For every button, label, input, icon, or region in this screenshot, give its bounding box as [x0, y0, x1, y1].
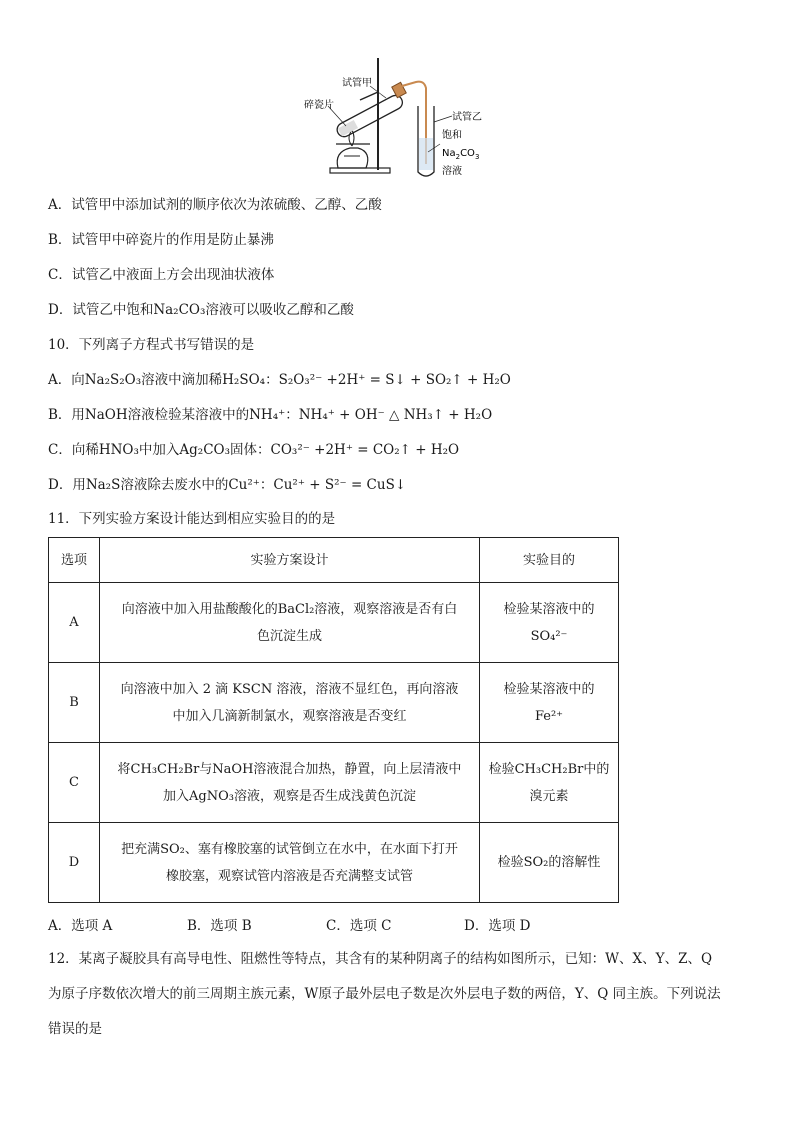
table-row [49, 823, 619, 903]
answer-c: C．选项 C [326, 918, 392, 934]
q12-line-2: 为原子序数依次增大的前三周期主族元素，W原子最外层电子数是次外层电子数的两倍，Y、Q 同主族。下列说法 [48, 986, 721, 1002]
q10-option-a: A．向Na₂S₂O₃溶液中滴加稀H₂SO₄：S₂O₃²⁻ +2H⁺ = S↓ + SO₂↑ + H₂O [48, 372, 511, 388]
row-goal: 检验SO₂的溶解性 [480, 823, 619, 903]
label-chips: 碎瓷片 [304, 100, 334, 111]
row-option: B [49, 663, 100, 743]
q11-stem: 11．下列实验方案设计能达到相应实验目的的是 [48, 511, 336, 527]
q9-option-a: A．试管甲中添加试剂的顺序依次为浓硫酸、乙醇、乙酸 [48, 197, 382, 213]
row-option: C [49, 743, 100, 823]
label-tube-b: 试管乙 [452, 112, 482, 123]
table-row [49, 743, 619, 823]
row-option: A [49, 583, 100, 663]
header-plan: 实验方案设计 [100, 538, 480, 583]
label-formula: $Na_2CO_3$ [442, 148, 480, 161]
q12-line-3: 错误的是 [48, 1021, 102, 1037]
answer-d: D．选项 D [464, 918, 531, 934]
q9-option-b: B．试管甲中碎瓷片的作用是防止暴沸 [48, 232, 274, 248]
q12-line-1: 12．某离子凝胶具有高导电性、阻燃性等特点，其含有的某种阴离子的结构如图所示，已知：W、X、Y、Z、Q [48, 951, 713, 967]
q10-option-d: D．用Na₂S溶液除去废水中的Cu²⁺：Cu²⁺ + S²⁻ = CuS↓ [48, 477, 407, 493]
answer-a: A．选项 A [48, 918, 113, 934]
row-option: D [49, 823, 100, 903]
label-solution: 溶液 [442, 166, 462, 177]
row-goal: 检验某溶液中的 SO₄²⁻ [480, 583, 619, 663]
row-goal: 检验某溶液中的 Fe²⁺ [480, 663, 619, 743]
q10-option-b: B．用NaOH溶液检验某溶液中的NH₄⁺：NH₄⁺ + OH⁻ △ NH₃↑ + H₂O [48, 407, 493, 423]
row-goal: 检验CH₃CH₂Br中的 溴元素 [480, 743, 619, 823]
row-plan: 把充满SO₂、塞有橡胶塞的试管倒立在水中，在水面下打开 橡胶塞，观察试管内溶液是否充满整支试管 [100, 823, 480, 903]
q10-stem: 10．下列离子方程式书写错误的是 [48, 337, 255, 353]
q9-option-c: C．试管乙中液面上方会出现油状液体 [48, 267, 275, 283]
experiment-table [48, 537, 619, 903]
table-header-row [49, 538, 619, 583]
table-row [49, 663, 619, 743]
q10-option-c: C．向稀HNO₃中加入Ag₂CO₃固体：CO₃²⁻ +2H⁺ = CO₂↑ + H₂O [48, 442, 460, 458]
header-goal: 实验目的 [480, 538, 619, 583]
answer-b: B．选项 B [187, 918, 252, 934]
row-plan: 将CH₃CH₂Br与NaOH溶液混合加热，静置，向上层清液中 加入AgNO₃溶液，观察是否生成浅黄色沉淀 [100, 743, 480, 823]
q9-option-d: D．试管乙中饱和Na₂CO₃溶液可以吸收乙醇和乙酸 [48, 302, 354, 318]
label-tube-a: 试管甲 [342, 78, 372, 89]
row-plan: 向溶液中加入用盐酸酸化的BaCl₂溶液，观察溶液是否有白 色沉淀生成 [100, 583, 480, 663]
header-option: 选项 [49, 538, 100, 583]
row-plan: 向溶液中加入 2 滴 KSCN 溶液，溶液不显红色，再向溶液 中加入几滴新制氯水，观察溶液是否变红 [100, 663, 480, 743]
table-row [49, 583, 619, 663]
apparatus-figure [300, 52, 510, 187]
label-saturated: 饱和 [442, 130, 462, 141]
